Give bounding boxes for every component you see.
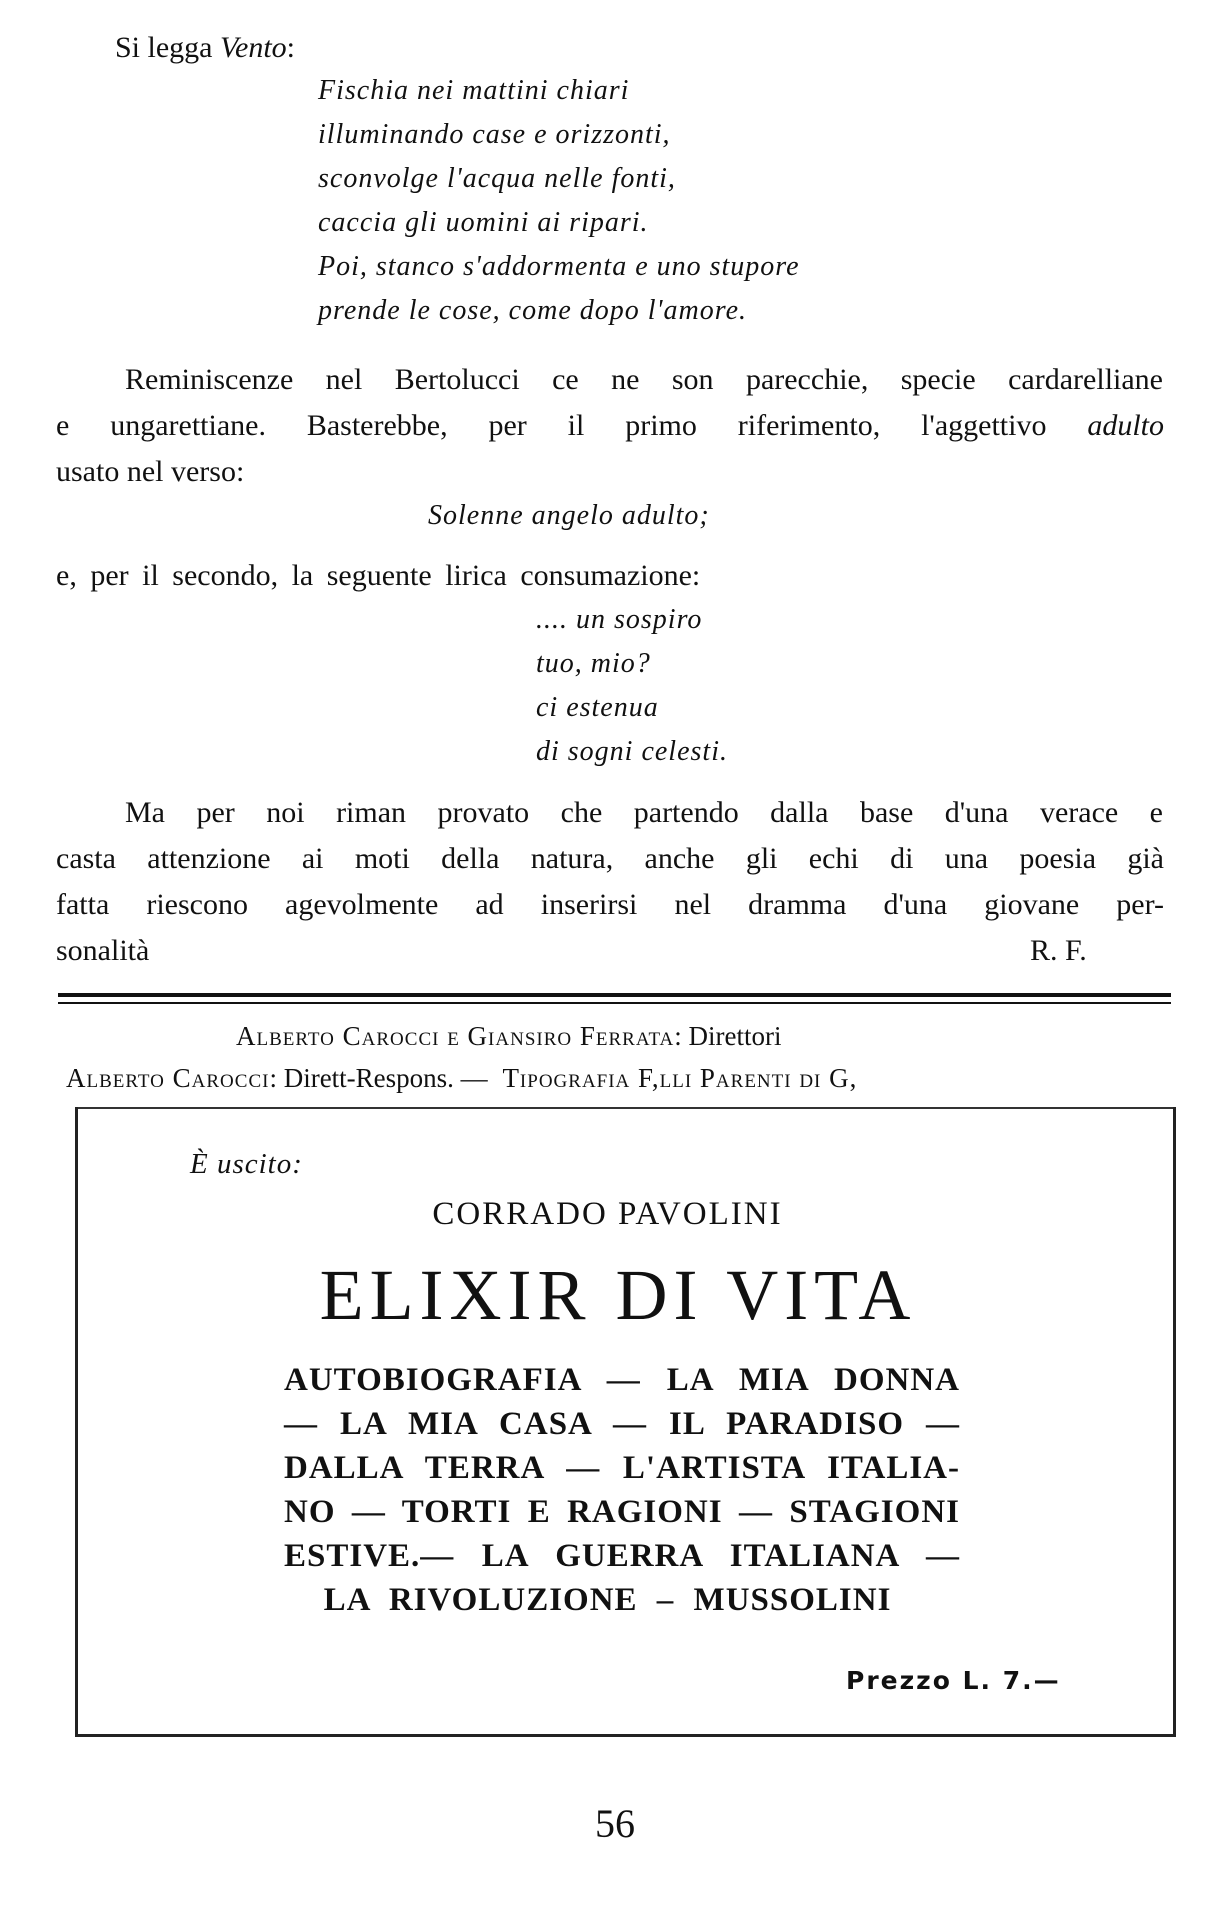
poem-sospiro-line: di sogni celesti. <box>536 736 728 767</box>
poem-vento-line: prende le cose, come dopo l'amore. <box>318 295 748 326</box>
ad-contents-line: — LA MIA CASA — IL PARADISO — <box>284 1406 960 1442</box>
poem-vento-line: sconvolge l'acqua nelle fonti, <box>318 163 676 194</box>
poem-vento-line: Fischia nei mattini chiari <box>318 75 630 106</box>
quote-adulto: Solenne angelo adulto; <box>428 500 710 531</box>
poem-sospiro-line: ci estenua <box>536 692 659 723</box>
ad-announce-colon: : <box>292 1148 303 1180</box>
poem-sospiro-line: .... un sospiro <box>536 604 703 635</box>
paragraph-3-line-3: fatta riescono agevolmente ad inserirsi nel dramma d'una giovane per- <box>56 888 1164 921</box>
emphasis-adulto: adulto <box>1087 409 1164 442</box>
intro-poem-title: Vento <box>220 31 287 64</box>
ad-contents-line: NO — TORTI E RAGIONI — STAGIONI <box>284 1494 960 1530</box>
paragraph-1-line-2-text: e ungarettiane. Basterebbe, per il primo riferimento, l'aggettivo <box>56 409 1088 442</box>
paragraph-3-line-1: Ma per noi riman provato che partendo dalla base d'una verace e <box>125 796 1163 829</box>
ad-book-title: ELIXIR DI VITA <box>319 1255 917 1335</box>
paragraph-3-line-2: casta attenzione ai moti della natura, anche gli echi di una poesia già <box>56 842 1164 875</box>
printer: Tipografia F,lli Parenti di G, <box>502 1063 858 1093</box>
intro-line <box>115 25 295 71</box>
divider-rule-thick <box>58 993 1171 997</box>
paragraph-3-line-4: sonalità <box>56 934 150 967</box>
poem-vento <box>318 69 800 333</box>
ad-price: Prezzo L. 7.— <box>846 1666 1061 1695</box>
responsible-name: Alberto Carocci <box>66 1063 270 1093</box>
directors-role: : Direttori <box>674 1021 782 1051</box>
page-number: 56 <box>595 1801 635 1846</box>
poem-vento-line: Poi, stanco s'addormenta e uno stupore <box>318 251 800 282</box>
paragraph-2: e, per il secondo, la seguente lirica consumazione: <box>56 559 701 592</box>
ad-announce <box>190 1148 303 1181</box>
poem-vento-line: caccia gli uomini ai ripari. <box>318 207 649 238</box>
ad-author: CORRADO PAVOLINI <box>432 1196 783 1232</box>
ad-contents-line: DALLA TERRA — L'ARTISTA ITALIA- <box>284 1450 960 1486</box>
ad-announce-text: È uscito <box>190 1148 293 1180</box>
ad-contents-line: LA RIVOLUZIONE – MUSSOLINI <box>323 1582 892 1618</box>
paragraph-1-line-1: Reminiscenze nel Bertolucci ce ne son parecchie, specie cardarelliane <box>125 363 1163 396</box>
intro-lead: Si legga <box>115 31 220 64</box>
ad-contents-line: ESTIVE.— LA GUERRA ITALIANA — <box>284 1538 960 1574</box>
colophon-responsible <box>66 1058 857 1098</box>
intro-colon: : <box>286 31 295 64</box>
poem-vento-line: illuminando case e orizzonti, <box>318 119 671 150</box>
paragraph-1-line-3: usato nel verso: <box>56 455 245 488</box>
poem-sospiro <box>536 598 728 774</box>
directors-names: Alberto Carocci e Giansiro Ferrata <box>236 1021 675 1051</box>
signature: R. F. <box>1030 934 1087 967</box>
responsible-role: : Dirett-Respons. — <box>269 1063 488 1093</box>
ad-contents-line: AUTOBIOGRAFIA — LA MIA DONNA <box>284 1362 960 1398</box>
poem-sospiro-line: tuo, mio? <box>536 648 651 679</box>
colophon-directors <box>236 1016 781 1056</box>
divider-rule-thin <box>58 1002 1171 1004</box>
paragraph-1-line-2 <box>56 403 1164 449</box>
